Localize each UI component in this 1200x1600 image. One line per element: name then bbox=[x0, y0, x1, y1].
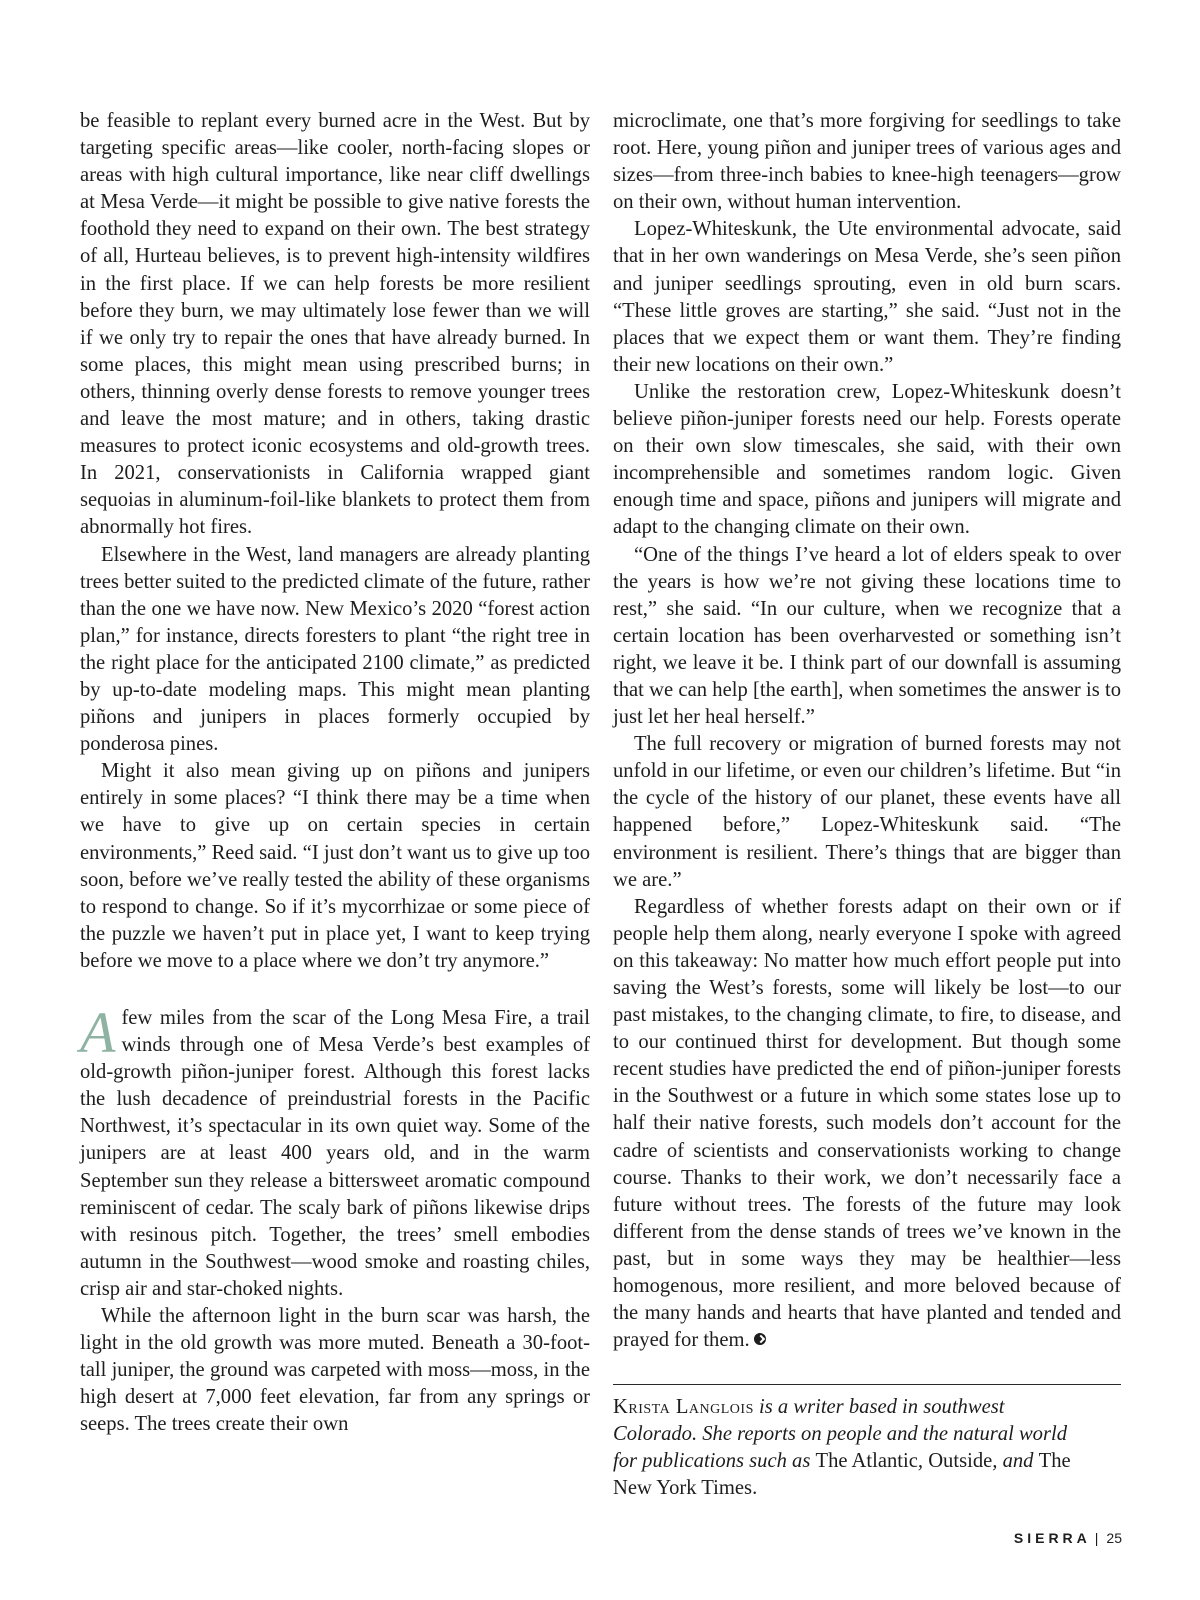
right-column bbox=[613, 108, 1121, 1354]
author-name: Krista Langlois bbox=[613, 1396, 754, 1418]
left-column bbox=[80, 108, 590, 1439]
body-paragraph: While the afternoon light in the burn scar was harsh, the light in the old growth was more muted. Beneath a 30-foot-tall juniper, the ground was carpeted with moss—moss, in the high desert at 7,000 feet elevation, far from any springs or seeps. The trees create their own bbox=[80, 1305, 590, 1436]
final-paragraph-text: Regardless of whether forests adapt on their own or if people help them along, nearly everyone I spoke with agreed on this takeaway: No matter how much effort people put into saving the West’s forests, some will likely be lost—to our past mistakes, to the changing climate, to fire, to disease, and to our continued thirst for development. But though some recent studies have predicted the end of piñon-juniper forests in the Southwest or a future in which some states lose up to half their native forests, such models don’t account for the cadre of scientists and conservationists working to change course. Thanks to their work, we don’t necessarily face a future without trees. The forests of the future may look different from the dense stands of trees we’ve known in the past, but in some ways they may be healthier—less homogenous, more resilient, and more beloved because of the many hands and hearts that have planted and tended and prayed for them. bbox=[613, 895, 1121, 1352]
publication-name: The New York Times bbox=[613, 1450, 1071, 1500]
body-paragraph: Lopez-Whiteskunk, the Ute environmental advocate, said that in her own wanderings on Mesa Verde, she’s seen piñon and juniper seedlings sprouting, even in old burn scars. “These little groves are starting,” she said. “Just not in the places that we expect them or want them. They’re finding their new locations on their own.” bbox=[613, 218, 1121, 376]
publication-name: Outside bbox=[928, 1450, 993, 1473]
body-paragraph: Unlike the restoration crew, Lopez-Whiteskunk doesn’t believe piñon-juniper forests need our help. Forests operate on their own slow timescales, she said, with their own incomprehensible and sometimes random logic. Given enough time and space, piñons and junipers will migrate and adapt to the changing climate on their own. bbox=[613, 380, 1121, 539]
end-of-article-icon bbox=[754, 1333, 766, 1345]
bio-text: . bbox=[752, 1477, 758, 1500]
bio-divider bbox=[613, 1384, 1121, 1385]
section-opening-paragraph bbox=[80, 1000, 590, 1303]
folio-separator: | bbox=[1094, 1530, 1099, 1546]
publication-name: The Atlantic bbox=[815, 1450, 918, 1473]
author-bio bbox=[613, 1394, 1083, 1502]
drop-cap: A bbox=[80, 1000, 116, 1065]
bio-text: , and bbox=[992, 1450, 1039, 1473]
page-number: 25 bbox=[1106, 1530, 1122, 1546]
bio-text: , bbox=[917, 1450, 929, 1473]
body-paragraph: “One of the things I’ve heard a lot of elders speak to over the years is how we’re not giving these locations time to rest,” she said. “In our culture, when we recognize that a certain location has been overharvested or something isn’t right, we leave it be. I think part of our downfall is assuming that we can help [the earth], when sometimes the answer is to just let her heal herself.” bbox=[613, 543, 1121, 729]
body-paragraph: be feasible to replant every burned acre in the West. But by targeting specific areas—like cooler, north-facing slopes or areas with high cultural importance, like near cliff dwellings at Mesa Verde—it might be possible to give native forests the foothold they need to expand on their own. The best strategy of all, Hurteau believes, is to prevent high-intensity wildfires in the first place. If we can help forests be more resilient before they burn, we may ultimately lose fewer than we will if we only try to repair the ones that have already burned. In some places, this might mean using prescribed burns; in others, thinning overly dense forests to remove younger trees and leave the most mature; and in others, taking drastic measures to protect iconic ecosystems and old-growth trees. In 2021, conservationists in California wrapped giant sequoias in aluminum-foil-like blankets to protect them from abnormally hot fires. bbox=[80, 110, 590, 539]
bio-text: is a writer based in southwest Colorado. She reports on people and the natural world for publications such as bbox=[613, 1396, 1068, 1473]
body-paragraph: The full recovery or migration of burned forests may not unfold in our lifetime, or even our children’s lifetime. But “in the cycle of the history of our planet, these events have all happened before,” Lopez-Whiteskunk said. “The environment is resilient. There’s things that are bigger than we are.” bbox=[613, 733, 1121, 891]
magazine-name: SIERRA bbox=[1013, 1530, 1091, 1546]
body-paragraph: Elsewhere in the West, land managers are already planting trees better suited to the predicted climate of the future, rather than the one we have now. New Mexico’s 2020 “forest action plan,” for instance, directs foresters to plant “the right tree in the right place for the anticipated 2100 climate,” as predicted by up-to-date modeling maps. This might mean planting piñons and junipers in places formerly occupied by ponderosa pines. bbox=[80, 543, 590, 756]
section-opening-text: few miles from the scar of the Long Mesa Fire, a trail winds through one of Mesa Verde’s best examples of old-growth piñon-juniper forest. Although this forest lacks the lush decadence of preindustrial forests in the Pacific Northwest, it’s spectacular in its own quiet way. Some of the junipers are at least 400 years old, and in the warm September sun they release a bittersweet aromatic compound reminiscent of cedar. The scaly bark of piñons likewise drips with resinous pitch. Together, the trees’ smell embodies autumn in the Southwest—wood smoke and roasting chiles, crisp air and star-choked nights. bbox=[80, 1007, 590, 1300]
body-paragraph: Might it also mean giving up on piñons and junipers entirely in some places? “I think there may be a time when we have to give up on certain species in certain environments,” Reed said. “I just don’t want us to give up too soon, before we’ve really tested the ability of these organisms to respond to change. So if it’s mycorrhizae or some piece of the puzzle we haven’t put in place yet, I want to keep trying before we move to a place where we don’t try anymore.” bbox=[80, 760, 590, 972]
page-folio bbox=[1014, 1530, 1122, 1546]
final-paragraph bbox=[613, 894, 1121, 1355]
body-paragraph: microclimate, one that’s more forgiving for seedlings to take root. Here, young piñon and juniper trees of various ages and sizes—from three-inch babies to knee-high teenagers—grow on their own, without human intervention. bbox=[613, 110, 1121, 214]
